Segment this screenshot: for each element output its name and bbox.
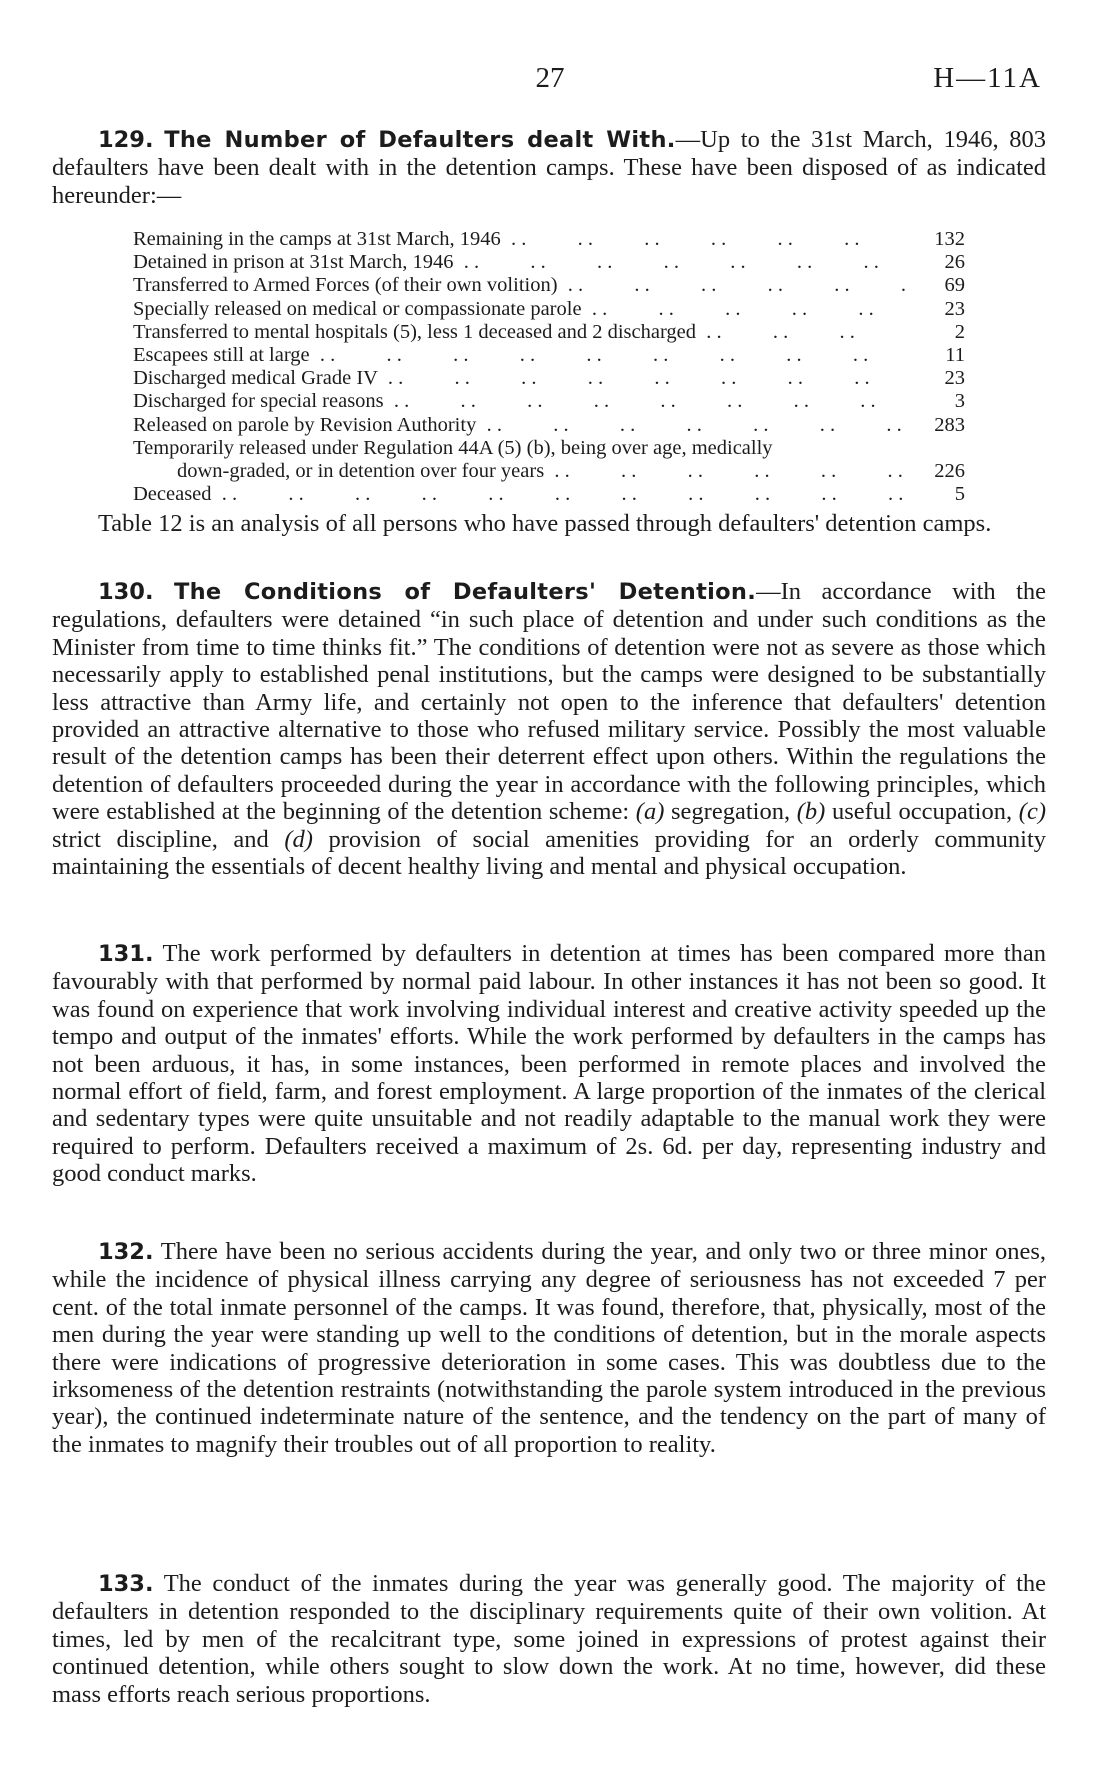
section-129-paragraph: [52, 126, 1046, 209]
row-label: Released on parole by Revision Authority . .: [133, 414, 905, 437]
section-129: [52, 126, 1046, 209]
row-value: 11: [945, 343, 965, 366]
row-label: Remaining in the camps at 31st March, 1946 . .: [133, 228, 905, 251]
row-value: 226: [934, 459, 965, 482]
row-label: down-graded, or in detention over four years . .: [133, 460, 905, 483]
principle-marker-c: (c): [1018, 798, 1046, 826]
section-heading: The Conditions of Defaulters' Detention.: [173, 579, 757, 605]
principle-marker-b: (b): [796, 798, 826, 826]
row-value: 132: [934, 228, 965, 250]
principle-a: segregation,: [664, 798, 797, 826]
principle-b: useful occupation,: [825, 798, 1019, 826]
table-row: [133, 483, 965, 506]
table-row: [133, 228, 965, 251]
section-130: [52, 578, 1046, 880]
row-value: 5: [954, 483, 965, 506]
section-body: The conduct of the inmates during the year was generally good. The majority of the defaulters in detention responded to the disciplinary requirements quite of their own volition. At times, led by men of the recalcitrant type, some joined in expressions of protest against their continued detention, while others sought to slow down the work. At no time, however, did these mass efforts reach serious proportions.: [52, 1570, 1046, 1708]
table-row: [133, 367, 965, 390]
principle-marker-a: (a): [635, 798, 665, 826]
table-row: [133, 298, 965, 321]
section-body: There have been no serious accidents during the year, and only two or three minor ones, while the incidence of physical illness carrying any degree of seriousness has not exceeded 7 per cent. of the total inmate personnel of the camps. It was found, therefore, that, physically, most of the men during the year were standing up well to the conditions of detention, but in the morale aspects there were indications of progressive deterioration in some cases. This was doubtless due to the irksomeness of the detention restraints (notwithstanding the parole system introduced in the previous year), the continued indeterminate nature of the sentence, and the tendency on the part of many of the inmates to magnify their troubles out of all proportion to reality.: [52, 1238, 1046, 1458]
section-133-paragraph: [52, 1570, 1046, 1708]
section-number: 130.: [98, 579, 154, 605]
section-131-paragraph: [52, 940, 1046, 1188]
row-value: 26: [944, 251, 965, 274]
table-row: [133, 437, 965, 460]
principle-d: provision of social amenities providing for an orderly community maintaining the essentials of decent healthy living and mental and physical occupation.: [52, 825, 1047, 881]
row-label: Discharged for special reasons . .: [133, 390, 905, 413]
section-body: —In accordance with the regulations, defaulters were detained “in such place of detention and under such conditions as the Minister from time to time thinks fit.” The conditions of detention were not as severe as those which necessarily apply to established penal institutions, but the camps were designed to be substantially less attractive than Army life, and certainly not open to the inference that defaulters' detention provided an attractive alternative to those who refused military service. Possibly the most valuable result of the detention camps has been their deterrent effect upon others. Within the regulations the detention of defaulters proceeded during the year in accordance with the following principles, which were established at the beginning of the detention scheme:: [52, 578, 1047, 826]
row-label: Escapees still at large . .: [133, 344, 905, 367]
section-body: The work performed by defaulters in detention at times has been compared more than favourably with that performed by normal paid labour. In other instances it has not been so good. It was found on experience that work involving individual interest and creative activity speeded up the tempo and output of the inmates' efforts. While the work performed by defaulters in the camps has not been arduous, it has, in some instances, been performed in remote places and involved the normal effort of field, farm, and forest employment. A large proportion of the inmates of the clerical and sedentary types were quite unsuitable and not readily adaptable to the manual work they were required to perform. Defaulters received a maximum of 2s. 6d. per day, representing industry and good conduct marks.: [52, 940, 1046, 1188]
row-value: 283: [934, 413, 965, 436]
table-row: [133, 321, 965, 344]
section-132-paragraph: [52, 1238, 1046, 1458]
table-note-block: [52, 510, 1046, 537]
table-row: [133, 460, 965, 483]
section-130-paragraph: [52, 578, 1046, 880]
section-number: 131.: [98, 941, 154, 967]
row-value: 3: [954, 390, 965, 413]
document-reference: H—11A: [933, 62, 1042, 94]
row-label: Temporarily released under Regulation 44A (5) (b), being over age, medically: [133, 436, 773, 459]
section-number: 132.: [98, 1239, 154, 1265]
section-133: [52, 1570, 1046, 1708]
section-number: 133.: [98, 1571, 154, 1597]
table-row: [133, 390, 965, 413]
table-note: Table 12 is an analysis of all persons who have passed through defaulters' detention camps.: [98, 510, 992, 537]
disposal-table: [133, 228, 965, 506]
row-label: Detained in prison at 31st March, 1946 . .: [133, 251, 905, 274]
table-row: [133, 344, 965, 367]
section-body: —Up to the 31st March, 1946, 803 defaulters have been dealt with in the detention camps. These have been disposed of as indicated hereunder:—: [52, 126, 1047, 209]
row-value: 23: [944, 297, 965, 320]
row-value: 23: [944, 367, 965, 390]
principle-marker-d: (d): [284, 825, 313, 853]
row-value: [905, 437, 965, 460]
section-131: [52, 940, 1046, 1188]
table-row: [133, 414, 965, 437]
row-label: Discharged medical Grade IV . .: [133, 367, 905, 390]
table-row: [133, 251, 965, 274]
row-label: Deceased . .: [133, 483, 905, 506]
section-132: [52, 1238, 1046, 1458]
row-label: Transferred to mental hospitals (5), less 1 deceased and 2 discharged . .: [133, 321, 905, 344]
row-label: Specially released on medical or compassionate parole . .: [133, 298, 905, 321]
page-number: 27: [535, 62, 565, 94]
table-row: [133, 274, 965, 297]
row-label: Transferred to Armed Forces (of their own volition) . .: [133, 274, 905, 297]
section-number: 129.: [98, 127, 154, 153]
row-value: 69: [944, 274, 965, 297]
principle-c: strict discipline, and: [52, 825, 285, 853]
section-heading: The Number of Defaulters dealt With.: [164, 127, 676, 153]
row-value: 2: [954, 320, 965, 343]
